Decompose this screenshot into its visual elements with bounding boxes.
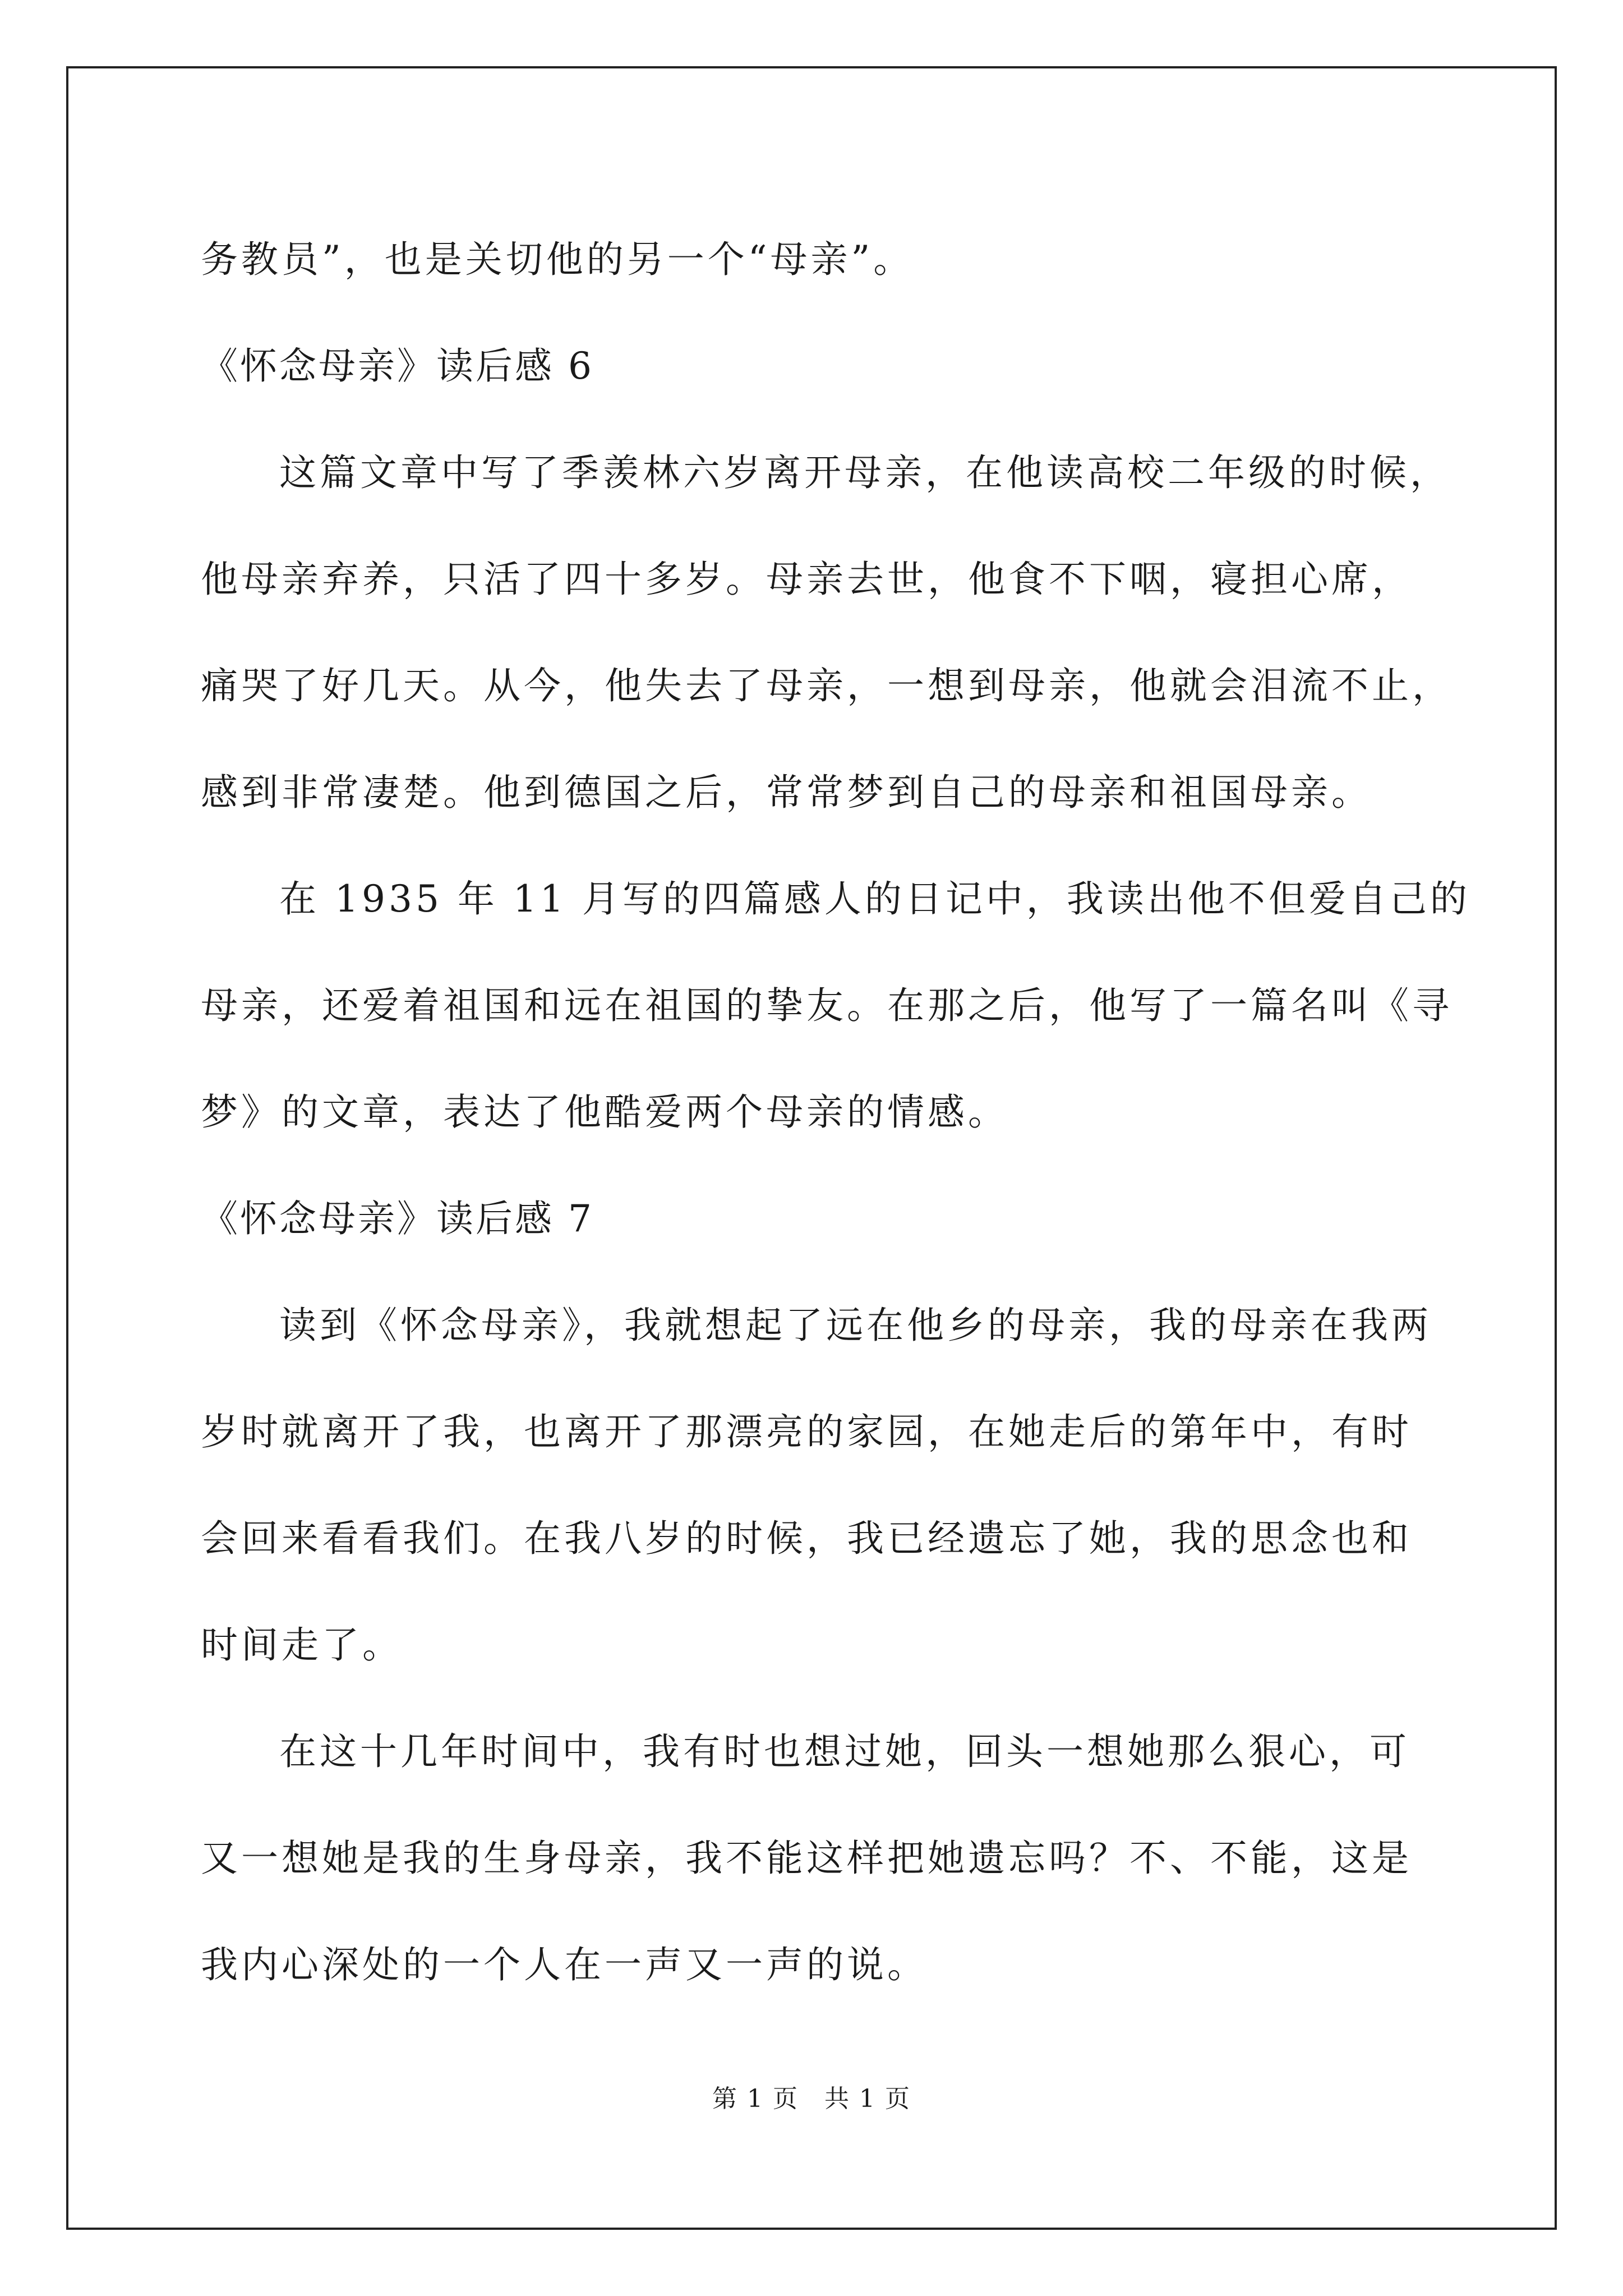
paragraph (201, 206, 1435, 313)
text-line: 他母亲弃养，只活了四十多岁。母亲去世，他食不下咽，寝担心席， (201, 558, 1412, 601)
text-line: 时间走了。 (201, 1623, 403, 1667)
text-line: 感到非常凄楚。他到德国之后，常常梦到自己的母亲和祖国母亲。 (201, 771, 1372, 814)
text-line: 又一想她是我的生身母亲，我不能这样把她遗忘吗？不、不能，这是 (201, 1837, 1412, 1880)
document-body (201, 206, 1470, 2018)
text-line: 岁时就离开了我，也离开了那漂亮的家园，在她走后的第年中，有时 (201, 1410, 1412, 1453)
text-line: 梦》的文章，表达了他酷爱两个母亲的情感。 (201, 1091, 1008, 1134)
paragraph (201, 1272, 1435, 1699)
text-line: 在这十几年时间中，我有时也想过她，回头一想她那么狠心，可 (279, 1730, 1410, 1773)
text-line: 母亲，还爱着祖国和远在祖国的挚友。在那之后，他写了一篇名叫《寻 (201, 984, 1453, 1027)
section-heading: 《怀念母亲》读后感 7 (201, 1197, 594, 1240)
text-line: 会回来看看我们。在我八岁的时候，我已经遗忘了她，我的思念也和 (201, 1517, 1412, 1560)
text-line: 读到《怀念母亲》，我就想起了远在他乡的母亲，我的母亲在我两 (279, 1304, 1432, 1347)
section-heading: 《怀念母亲》读后感 6 (201, 344, 594, 388)
paragraph (201, 420, 1453, 846)
text-line: 务教员”，也是关切他的另一个“母亲”。 (201, 238, 914, 281)
text-line: 在 1935 年 11 月写的四篇感人的日记中，我读出他不但爱自己的 (279, 877, 1470, 921)
page-footer: 第 1 页 共 1 页 (712, 2085, 911, 2113)
paragraph (201, 846, 1470, 1166)
text-line: 痛哭了好几天。从今，他失去了母亲，一想到母亲，他就会泪流不止， (201, 664, 1453, 707)
text-line: 我内心深处的一个人在一声又一声的说。 (201, 1943, 928, 1986)
text-line: 这篇文章中写了季羡林六岁离开母亲，在他读高校二年级的时候， (279, 451, 1450, 494)
paragraph (201, 1699, 1435, 2018)
